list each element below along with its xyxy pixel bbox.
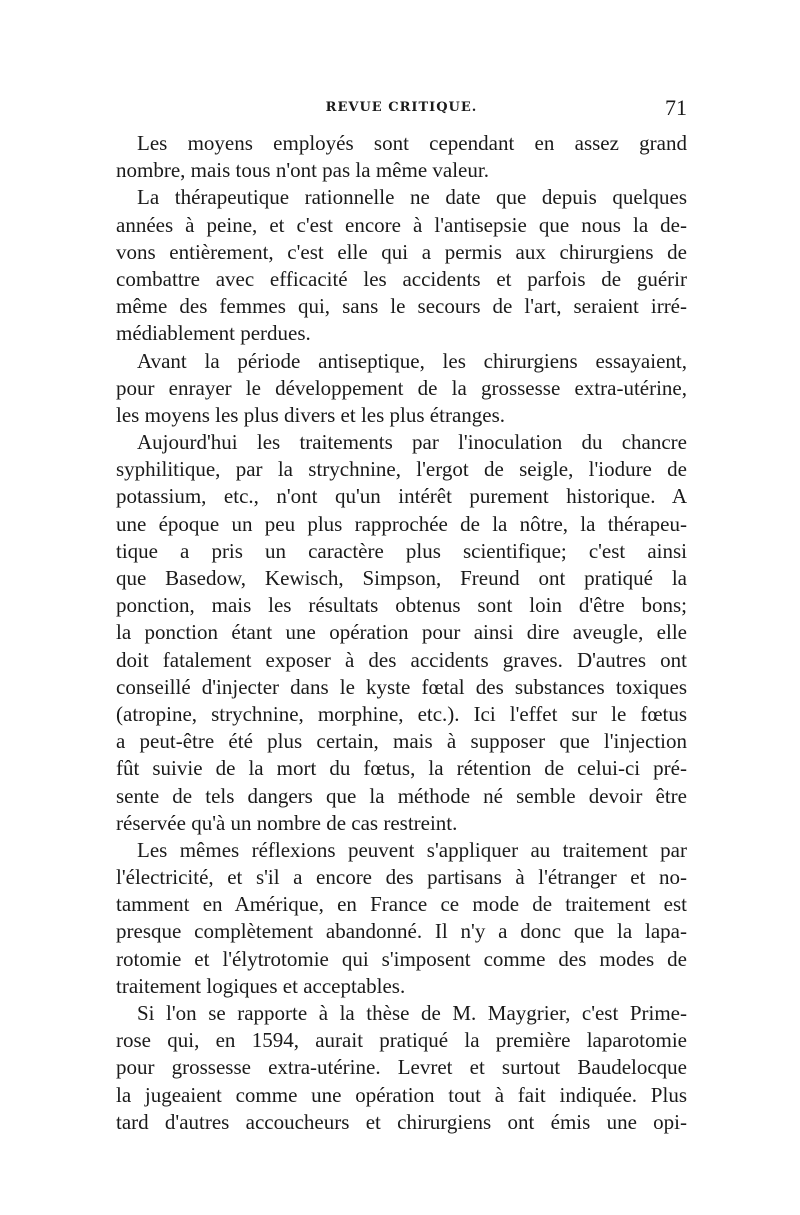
- text-line: nombre, mais tous n'ont pas la même valeur.: [116, 158, 489, 183]
- text-line: a peut-être été plus certain, mais à supposer que l'injection: [116, 729, 687, 754]
- text-line: Les mêmes réflexions peuvent s'appliquer au traitement par: [137, 837, 687, 862]
- text-line: Avant la période antiseptique, les chirurgiens essayaient,: [137, 348, 687, 373]
- text-line: doit fatalement exposer à des accidents graves. D'autres ont: [116, 647, 687, 672]
- text-line: pour grossesse extra-utérine. Levret et surtout Baudelocque: [116, 1055, 687, 1080]
- text-line: la jugeaient comme une opération tout à fait indiquée. Plus: [116, 1082, 687, 1107]
- text-line: presque complètement abandonné. Il n'y a donc que la lapa-: [116, 919, 687, 944]
- text-line: pour enrayer le développement de la grossesse extra-utérine,: [116, 375, 687, 400]
- text-line: tamment en Amérique, en France ce mode de traitement est: [116, 892, 687, 917]
- text-line: syphilitique, par la strychnine, l'ergot de seigle, l'iodure de: [116, 457, 687, 482]
- running-head: [116, 96, 687, 120]
- text-line: (atropine, strychnine, morphine, etc.). Ici l'effet sur le fœtus: [116, 701, 687, 726]
- text-line: rose qui, en 1594, aurait pratiqué la première laparotomie: [116, 1028, 687, 1053]
- running-title: REVUE CRITIQUE.: [325, 100, 478, 115]
- text-line: Aujourd'hui les traitements par l'inoculation du chancre: [137, 430, 687, 455]
- text-line: même des femmes qui, sans le secours de l'art, seraient irré-: [116, 294, 687, 319]
- text-line: tard d'autres accoucheurs et chirurgiens ont émis une opi-: [116, 1109, 687, 1134]
- text-line: rotomie et l'élytrotomie qui s'imposent comme des modes de: [116, 946, 687, 971]
- text-line: que Basedow, Kewisch, Simpson, Freund ont pratiqué la: [116, 566, 687, 590]
- body-text: [116, 130, 687, 1136]
- text-line: fût suivie de la mort du fœtus, la rétention de celui-ci pré-: [116, 756, 687, 781]
- text-line: ponction, mais les résultats obtenus sont loin d'être bons;: [116, 593, 687, 618]
- text-line: médiablement perdues.: [116, 321, 311, 346]
- text-line: années à peine, et c'est encore à l'antisepsie que nous la de-: [116, 212, 687, 237]
- text-line: Les moyens employés sont cependant en assez grand: [137, 131, 687, 155]
- text-line: conseillé d'injecter dans le kyste fœtal des substances toxiques: [116, 674, 687, 699]
- text-line: une époque un peu plus rapprochée de la nôtre, la thérapeu-: [116, 511, 687, 536]
- text-line: Si l'on se rapporte à la thèse de M. Maygrier, c'est Prime-: [137, 1001, 687, 1025]
- text-line: La thérapeutique rationnelle ne date que depuis quelques: [137, 185, 687, 210]
- text-line: réservée qu'à un nombre de cas restreint.: [116, 810, 458, 835]
- page-number: 71: [665, 95, 687, 120]
- text-line: potassium, etc., n'ont qu'un intérêt purement historique. A: [116, 484, 687, 509]
- text-line: tique a pris un caractère plus scientifique; c'est ainsi: [116, 538, 687, 563]
- text-line: l'électricité, et s'il a encore des partisans à l'étranger et no-: [116, 865, 687, 890]
- text-line: les moyens les plus divers et les plus étranges.: [116, 402, 506, 427]
- text-line: sente de tels dangers que la méthode né semble devoir être: [116, 783, 687, 808]
- text-line: combattre avec efficacité les accidents et parfois de guérir: [116, 266, 687, 291]
- text-line: la ponction étant une opération pour ainsi dire aveugle, elle: [116, 620, 687, 645]
- text-line: vons entièrement, c'est elle qui a permis aux chirurgiens de: [116, 239, 687, 264]
- text-line: traitement logiques et acceptables.: [116, 973, 406, 998]
